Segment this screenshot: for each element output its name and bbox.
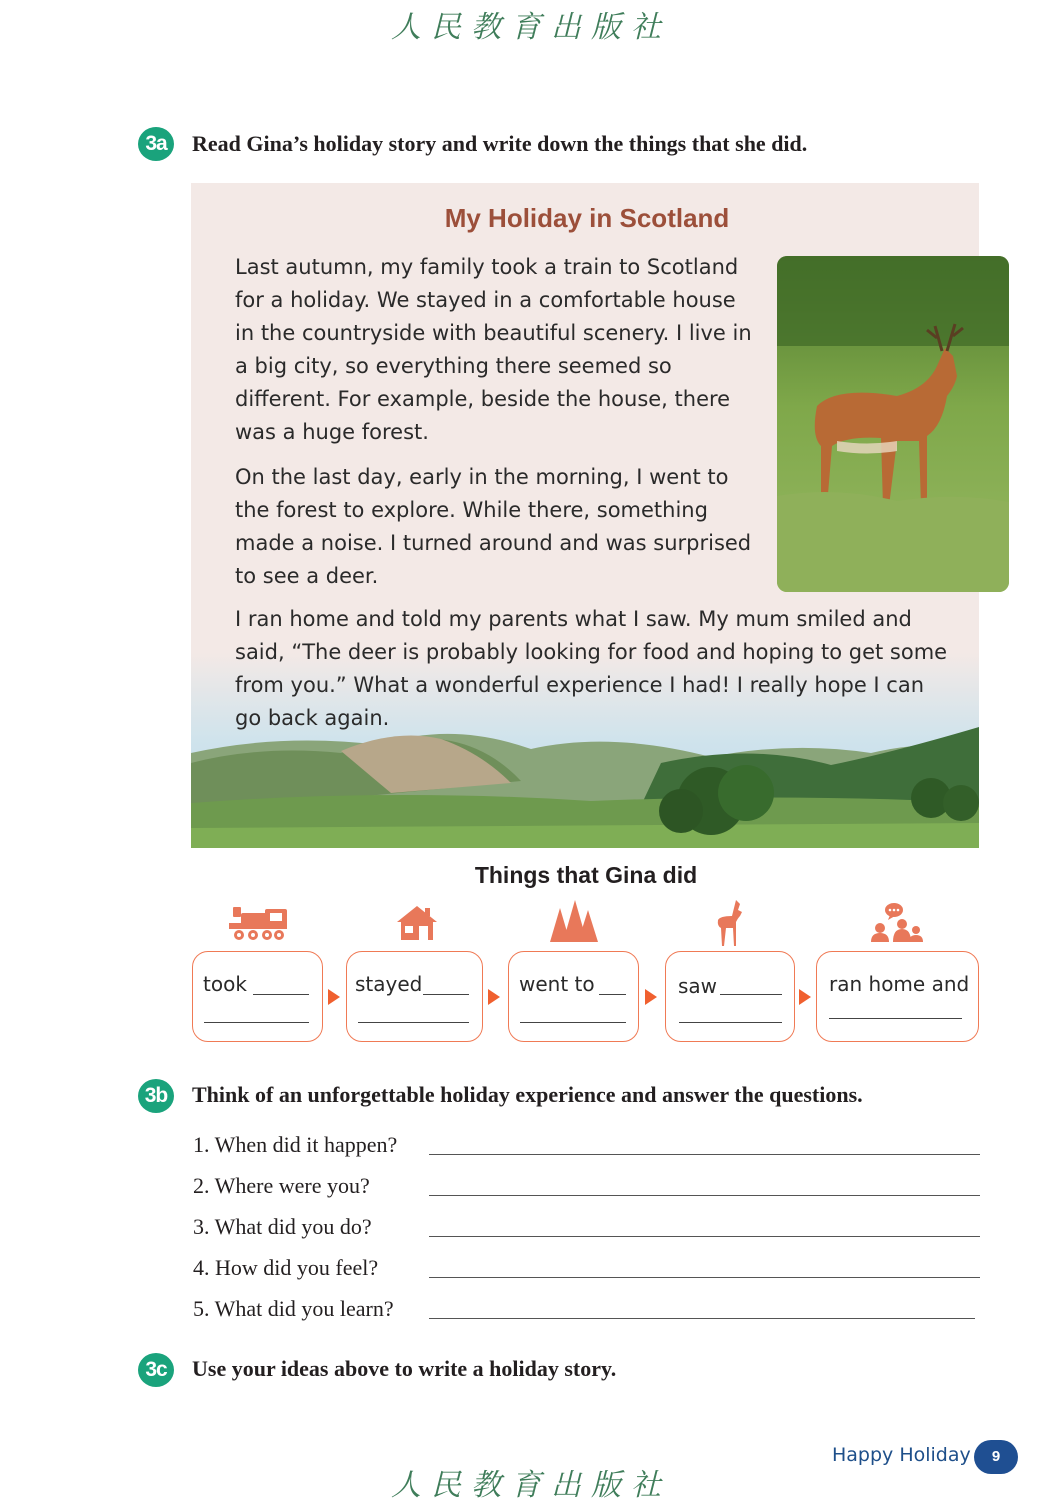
house-icon (395, 904, 439, 942)
card-saw-label: saw (678, 974, 718, 998)
answer-blank[interactable] (829, 1018, 962, 1019)
deer-photo (777, 256, 1009, 592)
answer-line-2[interactable] (429, 1195, 980, 1196)
answer-line-5[interactable] (429, 1318, 975, 1319)
answer-blank[interactable] (423, 994, 469, 995)
card-saw (665, 951, 795, 1042)
card-stayed-label: stayed (355, 972, 423, 996)
answer-blank[interactable] (720, 994, 782, 995)
train-icon (227, 905, 289, 941)
section-badge-3c: 3c (138, 1353, 174, 1387)
publisher-logo-bottom: 人民教育出版社 (391, 1468, 671, 1503)
answer-blank[interactable] (520, 1022, 626, 1023)
things-title: Things that Gina did (474, 862, 698, 888)
deer-icon (714, 898, 746, 948)
answer-blank[interactable] (204, 1022, 309, 1023)
card-took-label: took (203, 972, 247, 996)
card-took (192, 951, 323, 1042)
arrow-icon (488, 989, 500, 1005)
question-5: 5. What did you learn? (193, 1296, 394, 1321)
question-3: 3. What did you do? (193, 1214, 372, 1239)
story-paragraph-1: Last autumn, my family took a train to Scotland for a holiday. We stayed in a comfortable house in the countryside with beautiful scenery. I live in a big city, so everything there seemed so different. For example, beside the house, there was a huge forest. (235, 255, 752, 444)
instruction-3c: Use your ideas above to write a holiday story. (192, 1356, 617, 1381)
section-badge-3a: 3a (138, 127, 174, 161)
footer-title: Happy Holiday (832, 1444, 971, 1466)
instruction-3a: Read Gina’s holiday story and write down the things that she did. (192, 131, 808, 156)
answer-blank[interactable] (679, 1022, 782, 1023)
story-paragraph-3: I ran home and told my parents what I saw. My mum smiled and said, “The deer is probably looking for food and hoping to get some from you.” What a wonderful experience I had! I really hope I can go back again. (235, 607, 948, 730)
arrow-icon (645, 989, 657, 1005)
answer-line-1[interactable] (429, 1154, 980, 1155)
publisher-logo-top: 人民教育出版社 (391, 10, 671, 45)
card-ran-home (816, 951, 979, 1042)
section-badge-3b: 3b (138, 1079, 174, 1113)
answer-line-3[interactable] (429, 1236, 980, 1237)
story-paragraph-2: On the last day, early in the morning, I went to the forest to explore. While there, something made a noise. I turned around and was surprised to see a deer. (235, 465, 752, 588)
card-ran-home-label: ran home and (829, 972, 970, 996)
instruction-3b: Think of an unforgettable holiday experience and answer the questions. (192, 1082, 863, 1107)
answer-blank[interactable] (253, 994, 309, 995)
forest-icon (548, 900, 600, 944)
page-number: 9 (974, 1440, 1018, 1474)
card-went-to-label: went to (519, 972, 595, 996)
card-went-to (508, 951, 639, 1042)
answer-line-4[interactable] (429, 1277, 980, 1278)
card-stayed (346, 951, 483, 1042)
arrow-icon (799, 989, 811, 1005)
answer-blank[interactable] (599, 994, 626, 995)
question-1: 1. When did it happen? (193, 1132, 398, 1157)
answer-blank[interactable] (358, 1022, 469, 1023)
question-4: 4. How did you feel? (193, 1255, 379, 1280)
talking-family-icon (868, 902, 928, 944)
arrow-icon (328, 989, 340, 1005)
story-title: My Holiday in Scotland (444, 203, 730, 233)
question-2: 2. Where were you? (193, 1173, 370, 1198)
